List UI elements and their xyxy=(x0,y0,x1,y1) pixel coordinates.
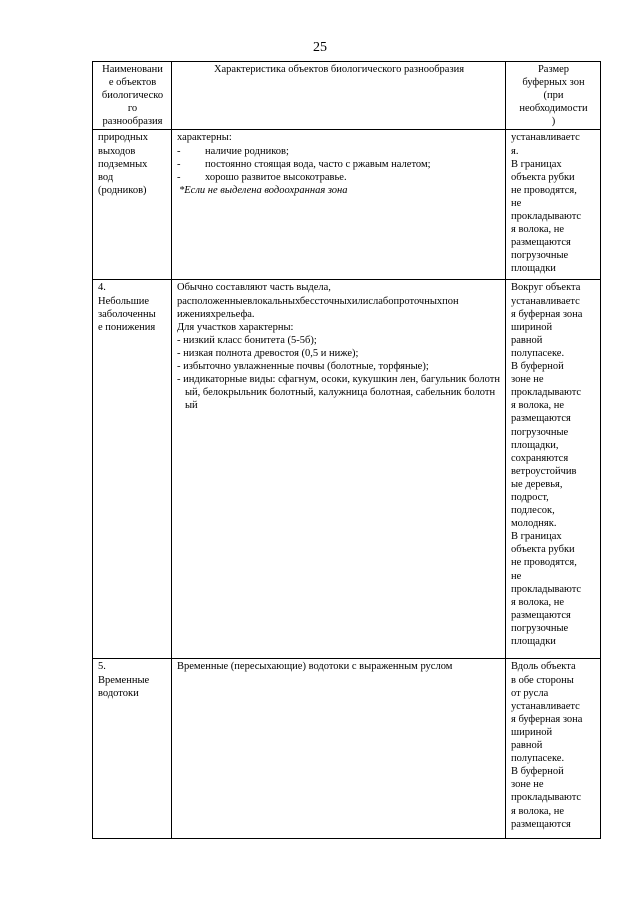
header-characteristic: Характеристика объектов биологического разнообразия xyxy=(172,62,506,130)
table-row xyxy=(93,130,601,280)
buffer-size-cell: Вдоль объекта в обе стороны от русла устанавливаетс я буферная зона шириной равной полупасеке. В буферной зоне не прокладываютс я волока, не размещаются xyxy=(506,659,601,839)
buffer-size-cell: Вокруг объекта устанавливаетс я буферная зона шириной равной полупасеке. В буферной зоне не прокладываютс я волока, не размещаются погрузочные площадки, сохраняются ветроустойчив ые деревья, подрост, подлесок, молодняк. В границах объекта рубки не проводятся, не прокладываютс я волока, не размещаются погрузочные площадки xyxy=(506,280,601,659)
buffer-size-cell: устанавливаетс я. В границах объекта рубки не проводятся, не прокладываютс я волока, не размещаются погрузочные площадки xyxy=(506,130,601,280)
table-row xyxy=(93,280,601,659)
characteristic-cell: характерны: - наличие родников; - постоянно стоящая вода, часто с ржавым налетом; - хорошо развитое высокотравье. *Если не выделена водоохранная зона xyxy=(172,130,506,280)
table-header-row xyxy=(93,62,601,130)
header-object-name: Наименовани е объектов биологическо го разнообразия xyxy=(93,62,172,130)
biodiversity-table xyxy=(92,61,601,839)
page-number: 25 xyxy=(313,40,327,55)
footnote: *Если не выделена водоохранная зона xyxy=(179,184,348,196)
characteristic-cell: Обычно составляют часть выдела, расположенныевлокальныхбессточныхилислабопроточныхпон иженияхрельефа. Для участков характерны: - низкий класс бонитета (5-5б); - низкая полнота древостоя (0,5 и ниже); - избыточно увлажненные почвы (болотные, торфяные); - индикаторные виды: сфагнум, осоки, кукушкин лен, багульник болотный, белокрыльник болотный, калужница болотная, сабельник болотный xyxy=(172,280,506,659)
object-name-cell: природных выходов подземных вод (родников) xyxy=(93,130,172,280)
indicator-list: - низкий класс бонитета (5-5б); - низкая полнота древостоя (0,5 и ниже); - избыточно увлажненные почвы (болотные, торфяные); - индикаторные виды: сфагнум, осоки, кукушкин лен, багульник болотный, белокрыльник болотный, калужница болотная, сабельник болотный xyxy=(177,334,500,412)
table-row xyxy=(93,659,601,839)
object-name-cell: 5. Временные водотоки xyxy=(93,659,172,839)
object-name-cell: 4. Небольшие заболоченны е понижения xyxy=(93,280,172,659)
characteristic-cell: Временные (пересыхающие) водотоки с выраженным руслом xyxy=(172,659,506,839)
header-buffer-size: Размер буферных зон (при необходимости ) xyxy=(506,62,601,130)
